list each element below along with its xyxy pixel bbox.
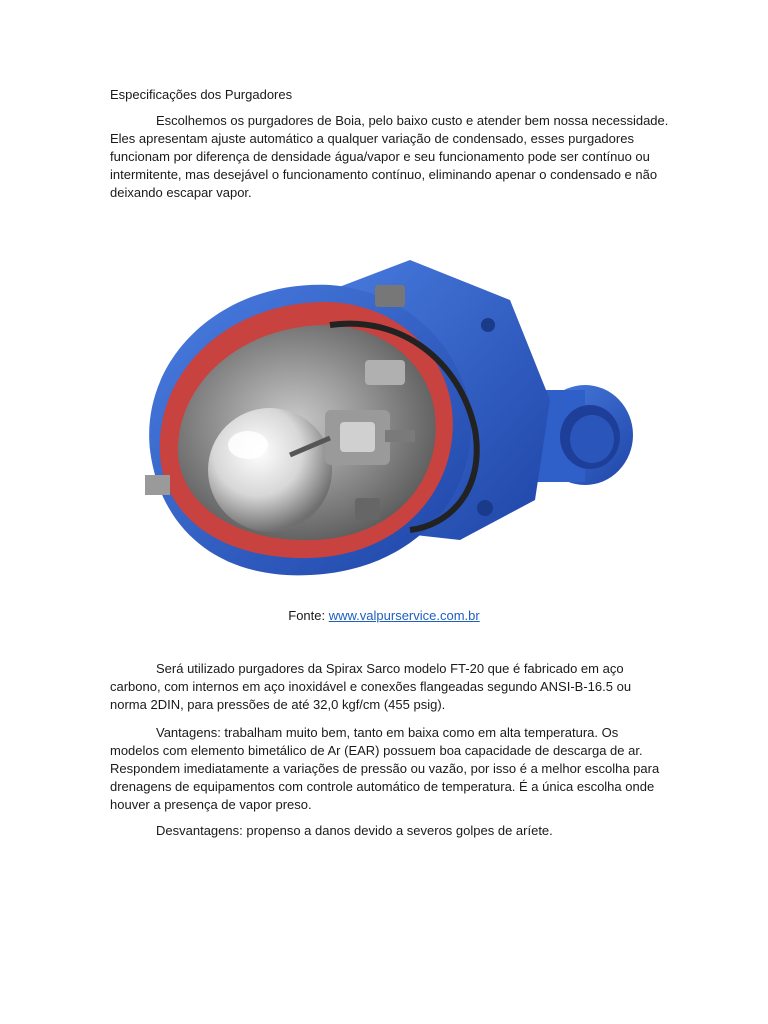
float-ball <box>208 408 332 532</box>
figure-caption <box>0 607 768 625</box>
air-vent <box>375 285 405 307</box>
drain-plug <box>355 498 380 520</box>
section-title: Especificações dos Purgadores <box>110 87 293 102</box>
paragraph-model: Será utilizado purgadores da Spirax Sarco modelo FT-20 que é fabricado em aço carbono, com internos em aço inoxidável e conexões flangeadas segundo ANSI-B-16.5 ou norma 2DIN, para pressões de até 32,0 kgf/cm (455 psig). <box>110 661 632 712</box>
source-link[interactable]: www.valpurservice.com.br <box>328 608 480 623</box>
steam-trap-image <box>130 240 640 585</box>
caption-prefix: Fonte: <box>288 608 329 623</box>
side-plug <box>145 475 170 495</box>
steam-trap-illustration <box>130 240 640 585</box>
paragraph-advantages: Vantagens: trabalham muito bem, tanto em baixa como em alta temperatura. Os modelos com elemento bimetálico de Ar (EAR) possuem boa capacidade de descarga de ar. Respondem imediatamente a variações de pressão ou vazão, por isso é a melhor escolha para drenagens de equipamentos com controle automático de temperatura. É a única escolha onde houver a presença de vapor preso. <box>110 725 660 812</box>
paragraph-intro: Escolhemos os purgadores de Boia, pelo baixo custo e atender bem nossa necessidade. Eles apresentam ajuste automático a qualquer variação de condensado, esses purgadores funcionam por diferença de densidade água/vapor e seu funcionamento pode ser contínuo ou intermitente, mas desejável o funcionamento contínuo, eliminando apenar o condensado e não deixando escapar vapor. <box>110 113 669 200</box>
paragraph-disadvantages: Desvantagens: propenso a danos devido a severos golpes de aríete. <box>156 823 553 838</box>
